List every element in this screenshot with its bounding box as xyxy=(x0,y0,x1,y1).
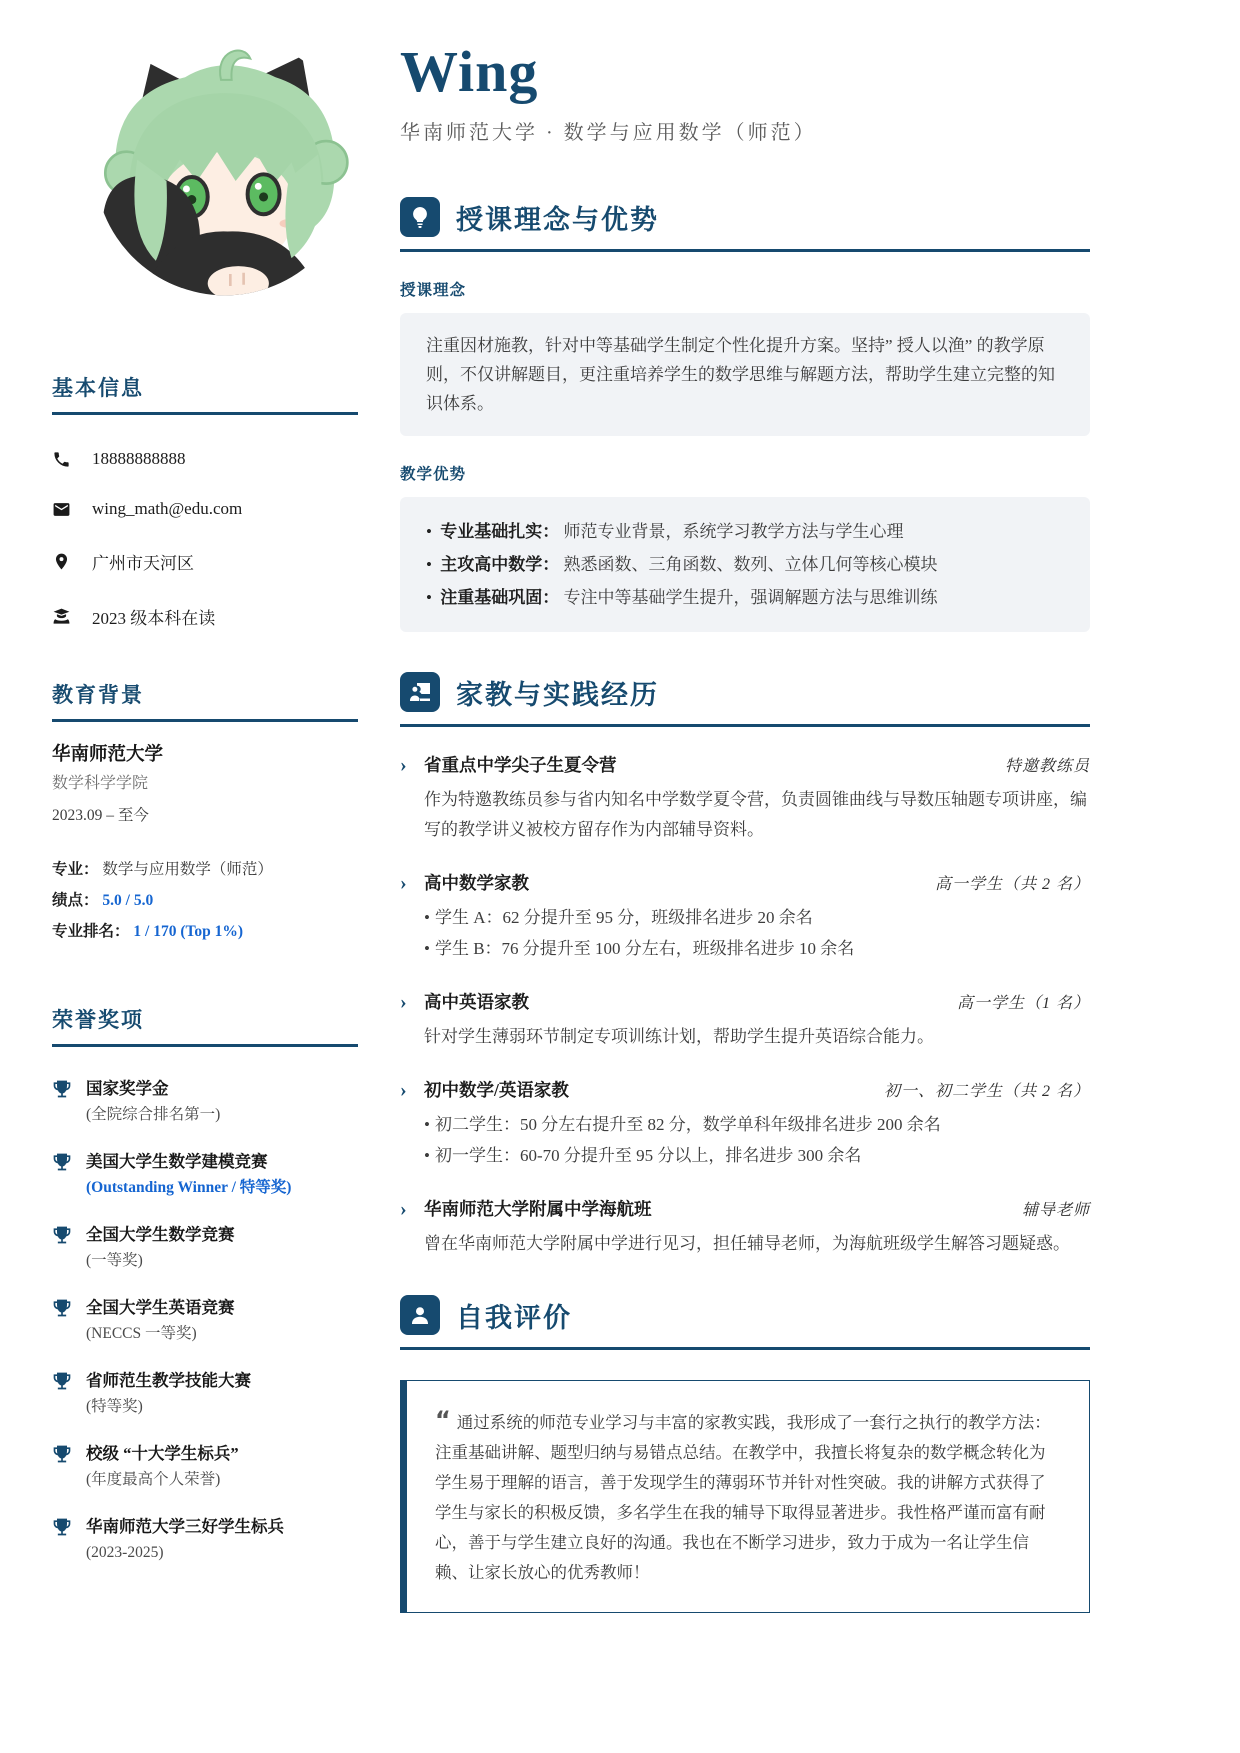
advantage-item: • 注重基础巩固： 专注中等基础学生提升，强调解题方法与思维训练 xyxy=(426,588,938,608)
award-item xyxy=(52,1223,358,1273)
student-status-text: 2023 级本科在读 xyxy=(92,609,216,628)
award-item xyxy=(52,1150,358,1200)
advantage-item: • 专业基础扎实： 师范专业背景，系统学习教学方法与学生心理 xyxy=(426,522,904,542)
experience-title: 初中数学/英语家教 xyxy=(424,1080,569,1101)
education-gpa-row xyxy=(52,890,358,911)
experience-role: 高一学生（共 2 名） xyxy=(934,876,1090,894)
experience-role: 高一学生（1 名） xyxy=(956,995,1090,1013)
philosophy-label: 授课理念 xyxy=(400,282,467,300)
philosophy-text: 注重因材施教，针对中等基础学生制定个性化提升方案。坚持” 授人以渔” 的教学原则，不仅讲解题目，更注重培养学生的数学思维与解题方法，帮助学生建立完整的知识体系。 xyxy=(400,313,1090,436)
award-detail: (特等奖) xyxy=(86,1398,143,1415)
award-name: 全国大学生英语竞赛 xyxy=(86,1298,235,1317)
email-address: wing_math@edu.com xyxy=(92,499,243,518)
experience-bullet: • 初一学生：60-70 分提升至 95 分以上，排名进步 300 余名 xyxy=(424,1146,862,1166)
bullet-icon: • xyxy=(424,939,430,959)
main-column xyxy=(400,39,1090,1613)
trophy-icon xyxy=(52,1515,72,1565)
education-college: 数学科学学院 xyxy=(52,775,149,792)
chevron-icon: › xyxy=(400,1079,407,1102)
award-detail: (一等奖) xyxy=(86,1252,143,1269)
award-detail: (全院综合排名第一) xyxy=(86,1106,221,1123)
award-name: 国家奖学金 xyxy=(86,1079,169,1098)
award-detail: (Outstanding Winner / 特等奖) xyxy=(86,1179,292,1196)
education-period: 2023.09 – 至今 xyxy=(52,807,149,824)
self-evaluation-box xyxy=(400,1380,1090,1613)
location-icon xyxy=(52,552,72,572)
experience-bullet: • 学生 B：76 分提升至 100 分左右，班级排名进步 10 余名 xyxy=(424,939,855,959)
trophy-icon xyxy=(52,1077,72,1127)
awards-list xyxy=(52,1077,358,1565)
major-label: 专业： xyxy=(52,861,99,878)
person-icon xyxy=(400,1295,440,1335)
award-item xyxy=(52,1296,358,1346)
experience-bullet: • 学生 A：62 分提升至 95 分，班级排名进步 20 余名 xyxy=(424,908,813,928)
teacher-board-icon xyxy=(400,672,440,712)
bullet-icon: • xyxy=(426,588,432,608)
experience-item xyxy=(400,1077,1090,1171)
trophy-icon xyxy=(52,1223,72,1273)
education-major-row xyxy=(52,859,358,880)
rank-value: 1 / 170 (Top 1%) xyxy=(133,923,244,940)
location-text: 广州市天河区 xyxy=(92,554,194,573)
trophy-icon xyxy=(52,1369,72,1419)
award-name: 校级 “十大学生标兵” xyxy=(86,1444,239,1463)
chevron-icon: › xyxy=(400,991,407,1014)
trophy-icon xyxy=(52,1150,72,1200)
advantage-item: • 主攻高中数学： 熟悉函数、三角函数、数列、立体几何等核心模块 xyxy=(426,555,938,575)
trophy-icon xyxy=(52,1296,72,1346)
experience-desc: 针对学生薄弱环节制定专项训练计划，帮助学生提升英语综合能力。 xyxy=(424,1027,934,1047)
candidate-name: Wing xyxy=(400,39,539,104)
phone-number: 18888888888 xyxy=(92,449,186,468)
bullet-icon: • xyxy=(426,522,432,542)
experience-item xyxy=(400,1196,1090,1259)
rank-label: 专业排名： xyxy=(52,923,130,940)
advantages-box xyxy=(400,497,1090,632)
avatar xyxy=(92,32,358,298)
major-value: 数学与应用数学（师范） xyxy=(102,861,273,878)
phone-icon xyxy=(52,449,72,469)
gpa-label: 绩点： xyxy=(52,892,99,909)
section-experience-header xyxy=(400,672,1090,727)
chevron-icon: › xyxy=(400,754,407,777)
experience-role: 初一、初二学生（共 2 名） xyxy=(883,1083,1090,1101)
award-detail: (NECCS 一等奖) xyxy=(86,1325,197,1342)
award-name: 美国大学生数学建模竞赛 xyxy=(86,1152,268,1171)
trophy-icon xyxy=(52,1442,72,1492)
experience-desc: 曾在华南师范大学附属中学进行见习，担任辅导老师，为海航班级学生解答习题疑惑。 xyxy=(424,1234,1070,1254)
award-item xyxy=(52,1369,358,1419)
education-school: 华南师范大学 xyxy=(52,745,164,765)
award-name: 全国大学生数学竞赛 xyxy=(86,1225,235,1244)
basic-info-title: 基本信息 xyxy=(52,372,358,415)
section-self-eval-title: 自我评价 xyxy=(456,1302,572,1333)
gpa-value: 5.0 / 5.0 xyxy=(102,892,154,909)
bullet-icon: • xyxy=(424,1115,430,1135)
quote-icon: “ xyxy=(435,1406,449,1435)
sidebar xyxy=(52,32,358,1588)
experience-title: 省重点中学尖子生夏令营 xyxy=(424,755,617,776)
chevron-icon: › xyxy=(400,1198,407,1221)
education-rank-row xyxy=(52,921,358,942)
experience-bullet: • 初二学生：50 分左右提升至 82 分，数学单科年级排名进步 200 余名 xyxy=(424,1115,941,1135)
experience-role: 特邀教练员 xyxy=(1004,758,1090,776)
experience-desc: 作为特邀教练员参与省内知名中学数学夏令营，负责圆锥曲线与导数压轴题专项讲座，编写的教学讲义被校方留存作为内部辅导资料。 xyxy=(424,790,1087,840)
contact-location xyxy=(52,549,358,574)
experience-item xyxy=(400,752,1090,845)
avatar-illustration xyxy=(92,32,358,298)
contact-list xyxy=(52,449,358,629)
award-name: 省师范生教学技能大赛 xyxy=(86,1371,251,1390)
award-item xyxy=(52,1515,358,1565)
bullet-icon: • xyxy=(424,1146,430,1166)
contact-phone xyxy=(52,449,358,469)
chevron-icon: › xyxy=(400,872,407,895)
award-item xyxy=(52,1077,358,1127)
lightbulb-icon xyxy=(400,197,440,237)
section-experience-title: 家教与实践经历 xyxy=(456,679,659,710)
experience-title: 高中英语家教 xyxy=(424,992,529,1013)
candidate-subtitle: 华南师范大学 · 数学与应用数学（师范） xyxy=(400,122,817,145)
experience-role: 辅导老师 xyxy=(1021,1202,1090,1220)
section-teaching-header xyxy=(400,197,1090,252)
award-item xyxy=(52,1442,358,1492)
award-name: 华南师范大学三好学生标兵 xyxy=(86,1517,284,1536)
advantages-label: 教学优势 xyxy=(400,466,467,484)
section-self-eval-header xyxy=(400,1295,1090,1350)
contact-student-status xyxy=(52,604,358,629)
self-evaluation-text: 通过系统的师范专业学习与丰富的家教实践，我形成了一套行之执行的教学方法：注重基础讲解、题型归纳与易错点总结。在教学中，我擅长将复杂的数学概念转化为学生易于理解的语言，善于发现学生的薄弱环节并针对性突破。我的讲解方式获得了学生与家长的积极反馈，多名学生在我的辅导下取得显著进步。我性格严谨而富有耐心，善于与学生建立良好的沟通。我也在不断学习进步，致力于成为一名让学生信赖、让家长放心的优秀教师！ xyxy=(435,1413,1051,1583)
experience-title: 华南师范大学附属中学海航班 xyxy=(424,1199,652,1220)
education-title: 教育背景 xyxy=(52,679,358,722)
section-teaching-title: 授课理念与优势 xyxy=(456,204,659,235)
contact-email xyxy=(52,499,358,519)
student-icon xyxy=(52,607,72,627)
bullet-icon: • xyxy=(426,555,432,575)
experience-title: 高中数学家教 xyxy=(424,873,529,894)
experience-item xyxy=(400,989,1090,1052)
award-detail: (年度最高个人荣誉) xyxy=(86,1471,221,1488)
education-rows xyxy=(52,859,358,942)
awards-title: 荣誉奖项 xyxy=(52,1004,358,1047)
experience-item xyxy=(400,870,1090,964)
bullet-icon: • xyxy=(424,908,430,928)
award-detail: (2023-2025) xyxy=(86,1544,164,1561)
email-icon xyxy=(52,499,72,519)
